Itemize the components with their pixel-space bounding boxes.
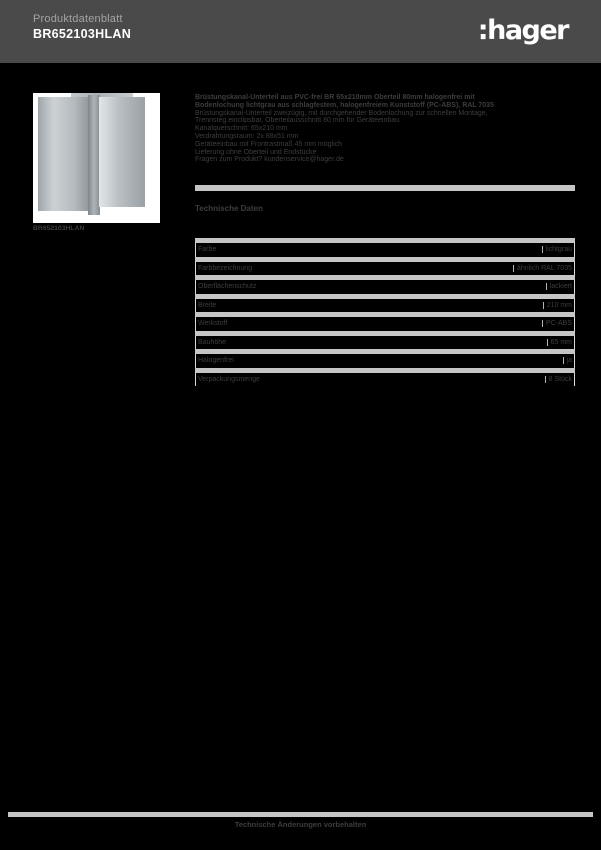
product-photo	[33, 93, 160, 223]
trunking-right-panel	[99, 97, 145, 207]
row-label: Bauhöhe	[198, 338, 227, 346]
section-heading: Technische Daten	[195, 204, 263, 213]
doc-type-label: Produktdatenblatt	[33, 13, 123, 25]
row-label: Farbbezeichnung	[198, 264, 253, 272]
description-line: Brüstungskanal-Unterteil aus PVC-frei BR 65x210mm Oberteil 80mm halogenfrei mit	[195, 94, 475, 101]
table-row	[195, 317, 575, 331]
row-value: 8 Stück	[545, 376, 572, 383]
description-line: Kanalquerschnitt: 65x210 mm	[195, 125, 288, 133]
table-row	[195, 354, 575, 368]
description-line: Trennsteg einclipsbar, Oberteilausschnitt 80 mm für Geräteeinbau.	[195, 117, 401, 125]
table-row	[195, 280, 575, 294]
row-value: lichtgrau	[542, 246, 572, 253]
row-label: Halogenfrei	[198, 357, 234, 365]
table-row	[195, 243, 575, 257]
description-line: Fragen zum Produkt? kundenservice@hager.de	[195, 156, 344, 164]
row-value: ja	[563, 357, 572, 364]
row-value: PC-ABS	[542, 320, 572, 327]
table-row	[195, 299, 575, 313]
table-row	[195, 373, 575, 387]
product-code: BR652103HLAN	[33, 27, 132, 41]
hager-logo: :hager	[477, 15, 568, 46]
technical-data-table	[195, 238, 575, 386]
row-value: 65 mm	[547, 339, 572, 346]
description-line: Brüstungskanal-Unterteil zweizügig, mit durchgehender Bodenlochung zur schnellen Montage,	[195, 109, 488, 117]
row-value: ähnlich RAL 7035	[513, 265, 572, 272]
description-line: Geräteeinbau mit Frontrastmaß 45 mm möglich	[195, 140, 343, 148]
table-row	[195, 262, 575, 276]
row-label: Farbe	[198, 246, 217, 254]
description-line: Lieferung ohne Oberteil und Endstücke	[195, 148, 317, 156]
description-line: Bodenlochung lichtgrau aus schlagfestem, halogenfreiem Kunststoff (PC-ABS), RAL 7035	[195, 101, 494, 109]
row-label: Werkstoff	[198, 320, 228, 328]
footer-note: Technische Änderungen vorbehalten	[234, 820, 367, 829]
row-value: lackiert	[546, 283, 572, 290]
section-divider-bar	[195, 185, 575, 191]
trunking-left-panel	[38, 97, 90, 211]
row-label: Breite	[198, 301, 217, 309]
row-value: 210 mm	[543, 302, 572, 309]
row-label: Verpackungsmenge	[198, 375, 260, 383]
row-label: Oberflächenschutz	[198, 283, 257, 291]
image-caption: BR652103HLAN	[33, 225, 85, 232]
header-band	[0, 0, 601, 63]
footer-divider-bar	[8, 812, 593, 817]
description-block	[195, 94, 577, 164]
table-row	[195, 336, 575, 350]
description-line: Verdrahtungsraum: 2x 88x51 mm	[195, 132, 299, 140]
